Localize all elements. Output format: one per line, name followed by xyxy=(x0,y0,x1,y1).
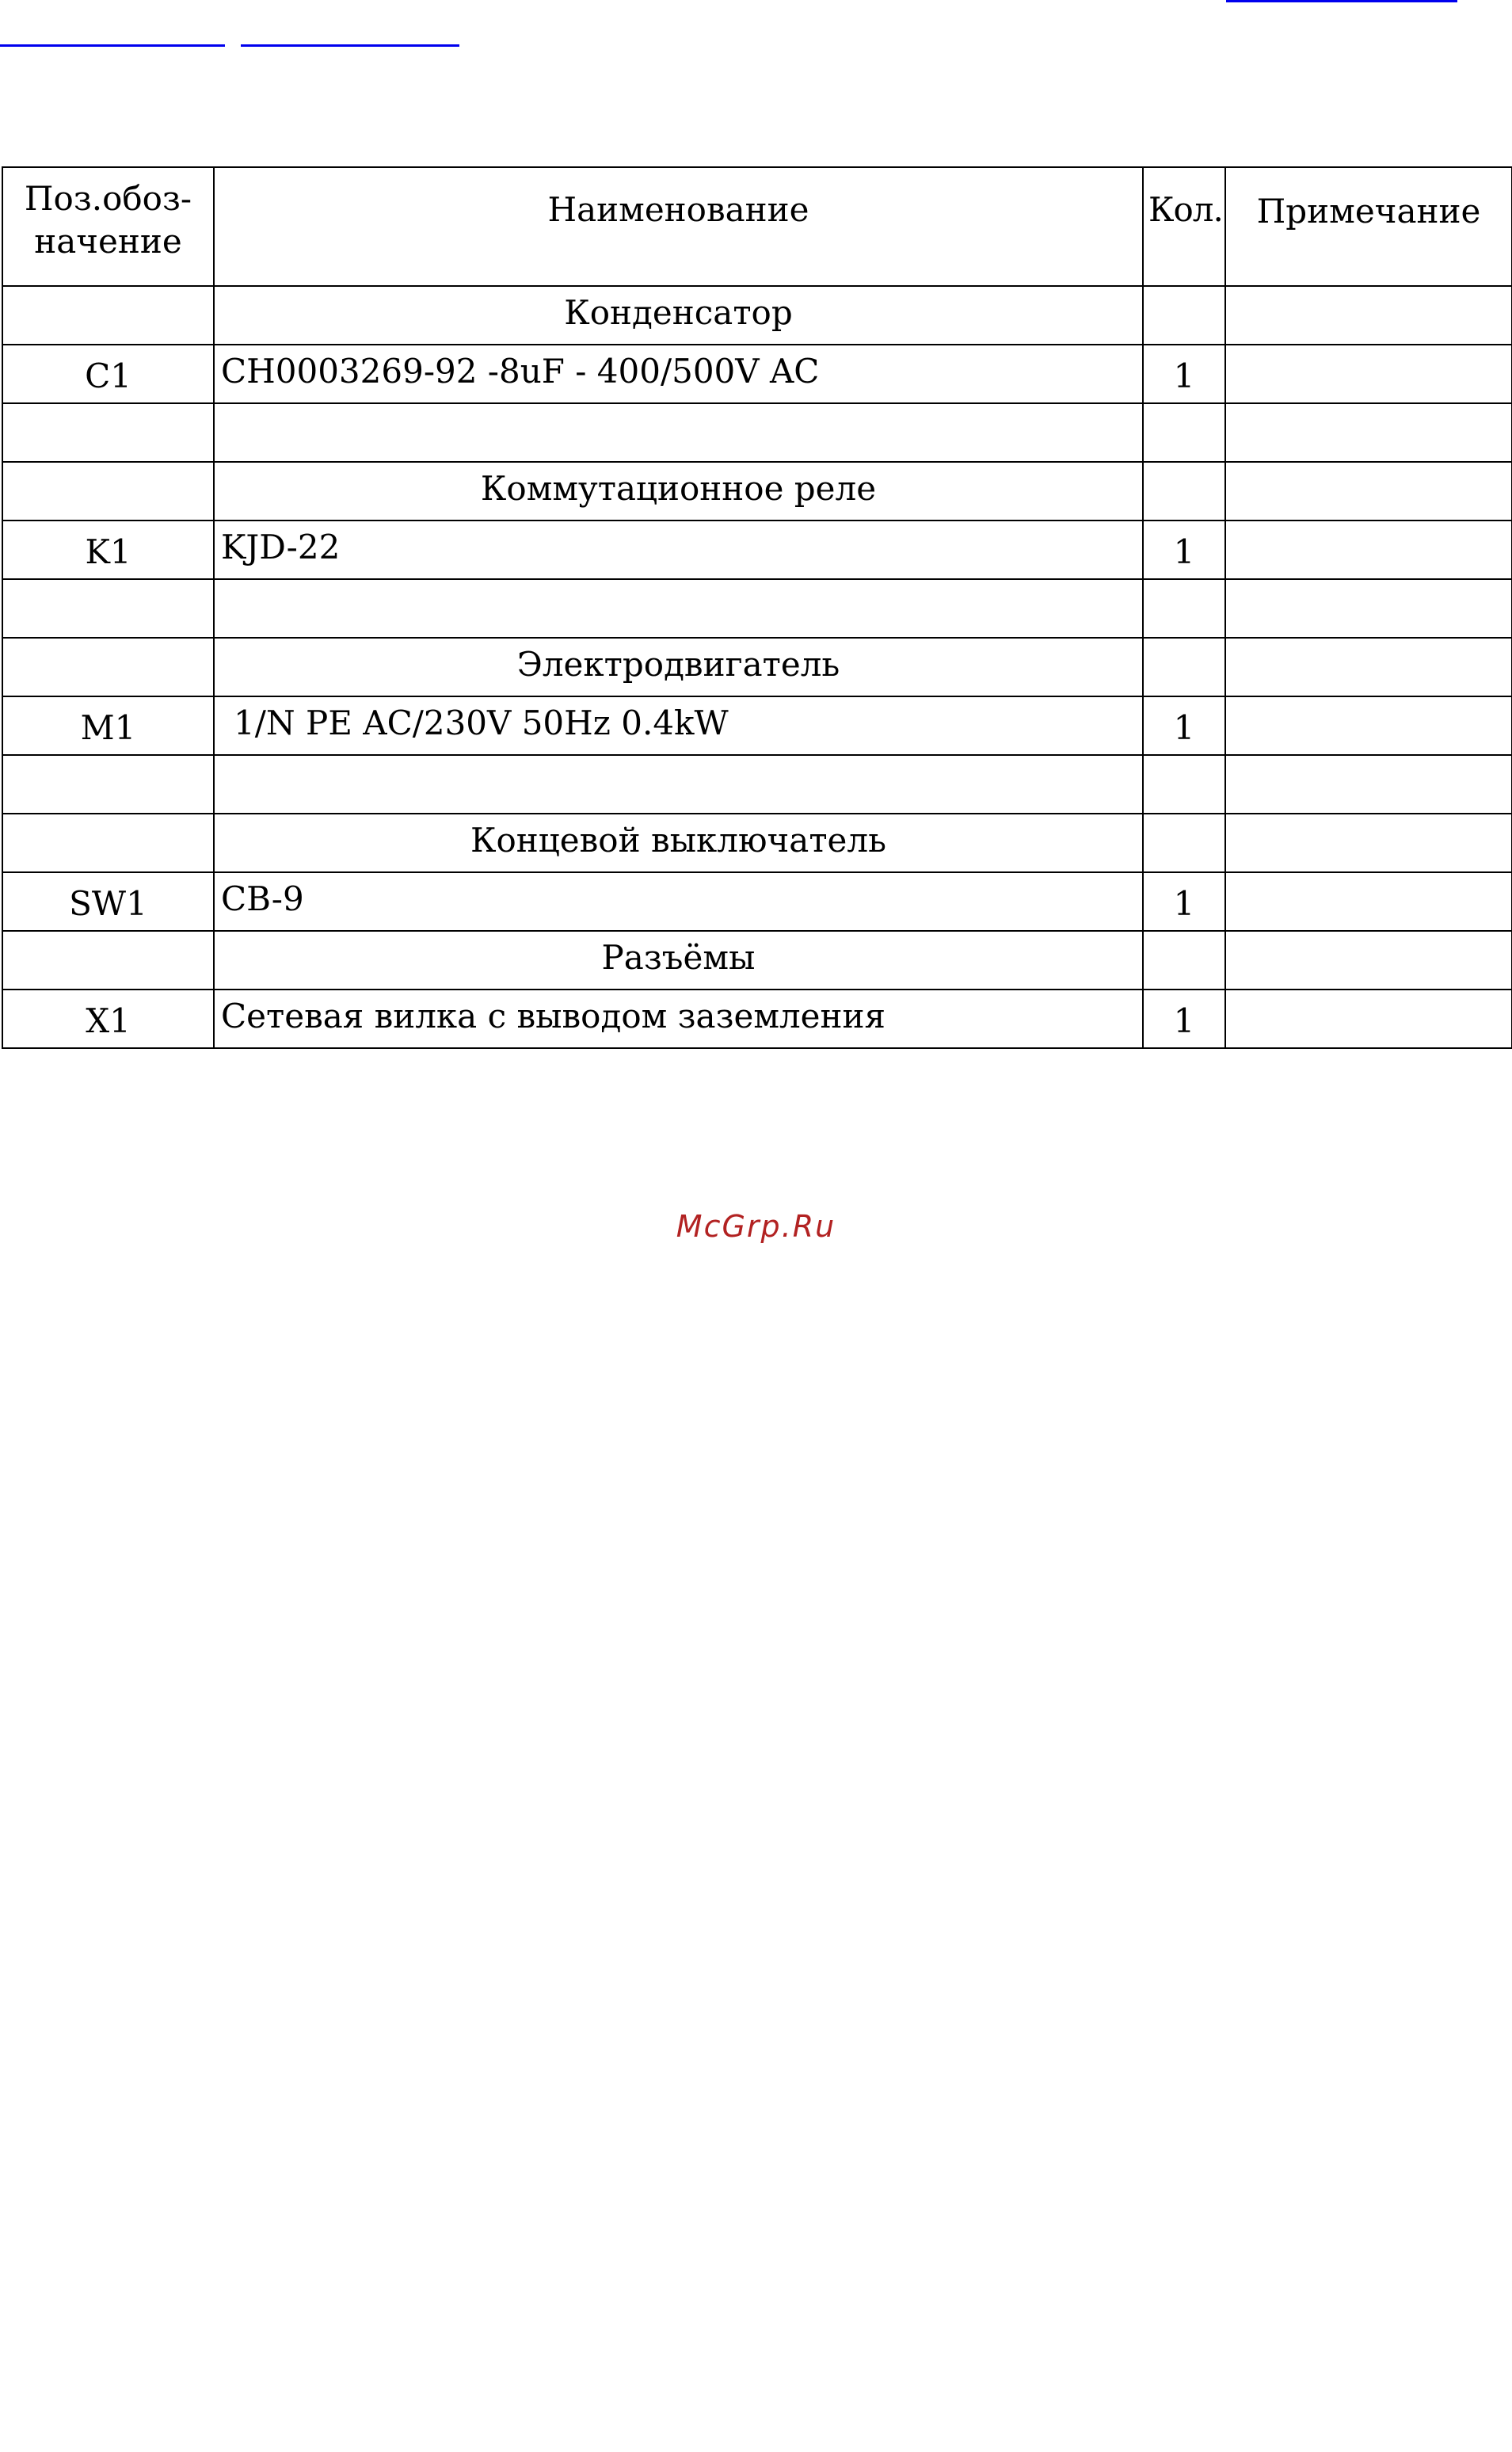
position-cell xyxy=(2,286,214,345)
quantity-cell xyxy=(1143,403,1225,462)
section-title-cell: Конденсатор xyxy=(214,286,1143,345)
note-cell xyxy=(1225,814,1512,872)
position-cell: K1 xyxy=(2,521,214,579)
position-cell: M1 xyxy=(2,696,214,755)
section-title-cell: Разъёмы xyxy=(214,931,1143,990)
note-cell xyxy=(1225,990,1512,1048)
name-cell xyxy=(214,403,1143,462)
section-title-cell: Концевой выключатель xyxy=(214,814,1143,872)
position-cell xyxy=(2,638,214,696)
position-cell: SW1 xyxy=(2,872,214,931)
position-cell xyxy=(2,579,214,638)
note-cell xyxy=(1225,931,1512,990)
section-title-cell: Электродвигатель xyxy=(214,638,1143,696)
quantity-cell xyxy=(1143,462,1225,521)
position-cell xyxy=(2,931,214,990)
position-cell: C1 xyxy=(2,345,214,403)
note-cell xyxy=(1225,872,1512,931)
empty-row xyxy=(2,755,1512,814)
note-cell xyxy=(1225,345,1512,403)
section-row xyxy=(2,286,1512,345)
watermark: McGrp.Ru xyxy=(676,1209,836,1244)
note-cell xyxy=(1225,286,1512,345)
quantity-cell: 1 xyxy=(1143,521,1225,579)
header-note: Примечание xyxy=(1225,167,1512,286)
top-link-underline[interactable] xyxy=(1226,0,1457,2)
name-cell: 1/N PE AC/230V 50Hz 0.4kW xyxy=(214,696,1143,755)
header-position-line1: Поз.обоз- xyxy=(24,179,192,218)
position-cell xyxy=(2,403,214,462)
header-name: Наименование xyxy=(214,167,1143,286)
note-cell xyxy=(1225,462,1512,521)
section-row xyxy=(2,931,1512,990)
section-title-cell: Коммутационное реле xyxy=(214,462,1143,521)
top-link-underline[interactable] xyxy=(0,44,225,47)
table-header-row xyxy=(2,167,1512,286)
quantity-cell: 1 xyxy=(1143,872,1225,931)
empty-row xyxy=(2,403,1512,462)
top-link-underline[interactable] xyxy=(241,44,459,47)
note-cell xyxy=(1225,403,1512,462)
table-row xyxy=(2,345,1512,403)
position-cell: X1 xyxy=(2,990,214,1048)
quantity-cell: 1 xyxy=(1143,345,1225,403)
quantity-cell xyxy=(1143,814,1225,872)
name-cell xyxy=(214,755,1143,814)
name-cell: KJD-22 xyxy=(214,521,1143,579)
name-cell: Сетевая вилка с выводом заземления xyxy=(214,990,1143,1048)
empty-row xyxy=(2,579,1512,638)
note-cell xyxy=(1225,696,1512,755)
section-row xyxy=(2,638,1512,696)
name-cell xyxy=(214,579,1143,638)
quantity-cell xyxy=(1143,286,1225,345)
note-cell xyxy=(1225,755,1512,814)
specification-table xyxy=(2,166,1512,1049)
table-row xyxy=(2,521,1512,579)
position-cell xyxy=(2,814,214,872)
header-position-line2: начение xyxy=(34,221,182,261)
quantity-cell xyxy=(1143,755,1225,814)
table-row xyxy=(2,696,1512,755)
note-cell xyxy=(1225,521,1512,579)
note-cell xyxy=(1225,638,1512,696)
quantity-cell xyxy=(1143,638,1225,696)
quantity-cell xyxy=(1143,579,1225,638)
section-row xyxy=(2,814,1512,872)
header-quantity: Кол. xyxy=(1143,167,1225,286)
name-cell: CB-9 xyxy=(214,872,1143,931)
note-cell xyxy=(1225,579,1512,638)
table-row xyxy=(2,872,1512,931)
quantity-cell xyxy=(1143,931,1225,990)
position-cell xyxy=(2,462,214,521)
quantity-cell: 1 xyxy=(1143,696,1225,755)
section-row xyxy=(2,462,1512,521)
position-cell xyxy=(2,755,214,814)
header-position-designation xyxy=(2,167,214,286)
quantity-cell: 1 xyxy=(1143,990,1225,1048)
table-row xyxy=(2,990,1512,1048)
name-cell: CH0003269-92 -8uF - 400/500V AC xyxy=(214,345,1143,403)
